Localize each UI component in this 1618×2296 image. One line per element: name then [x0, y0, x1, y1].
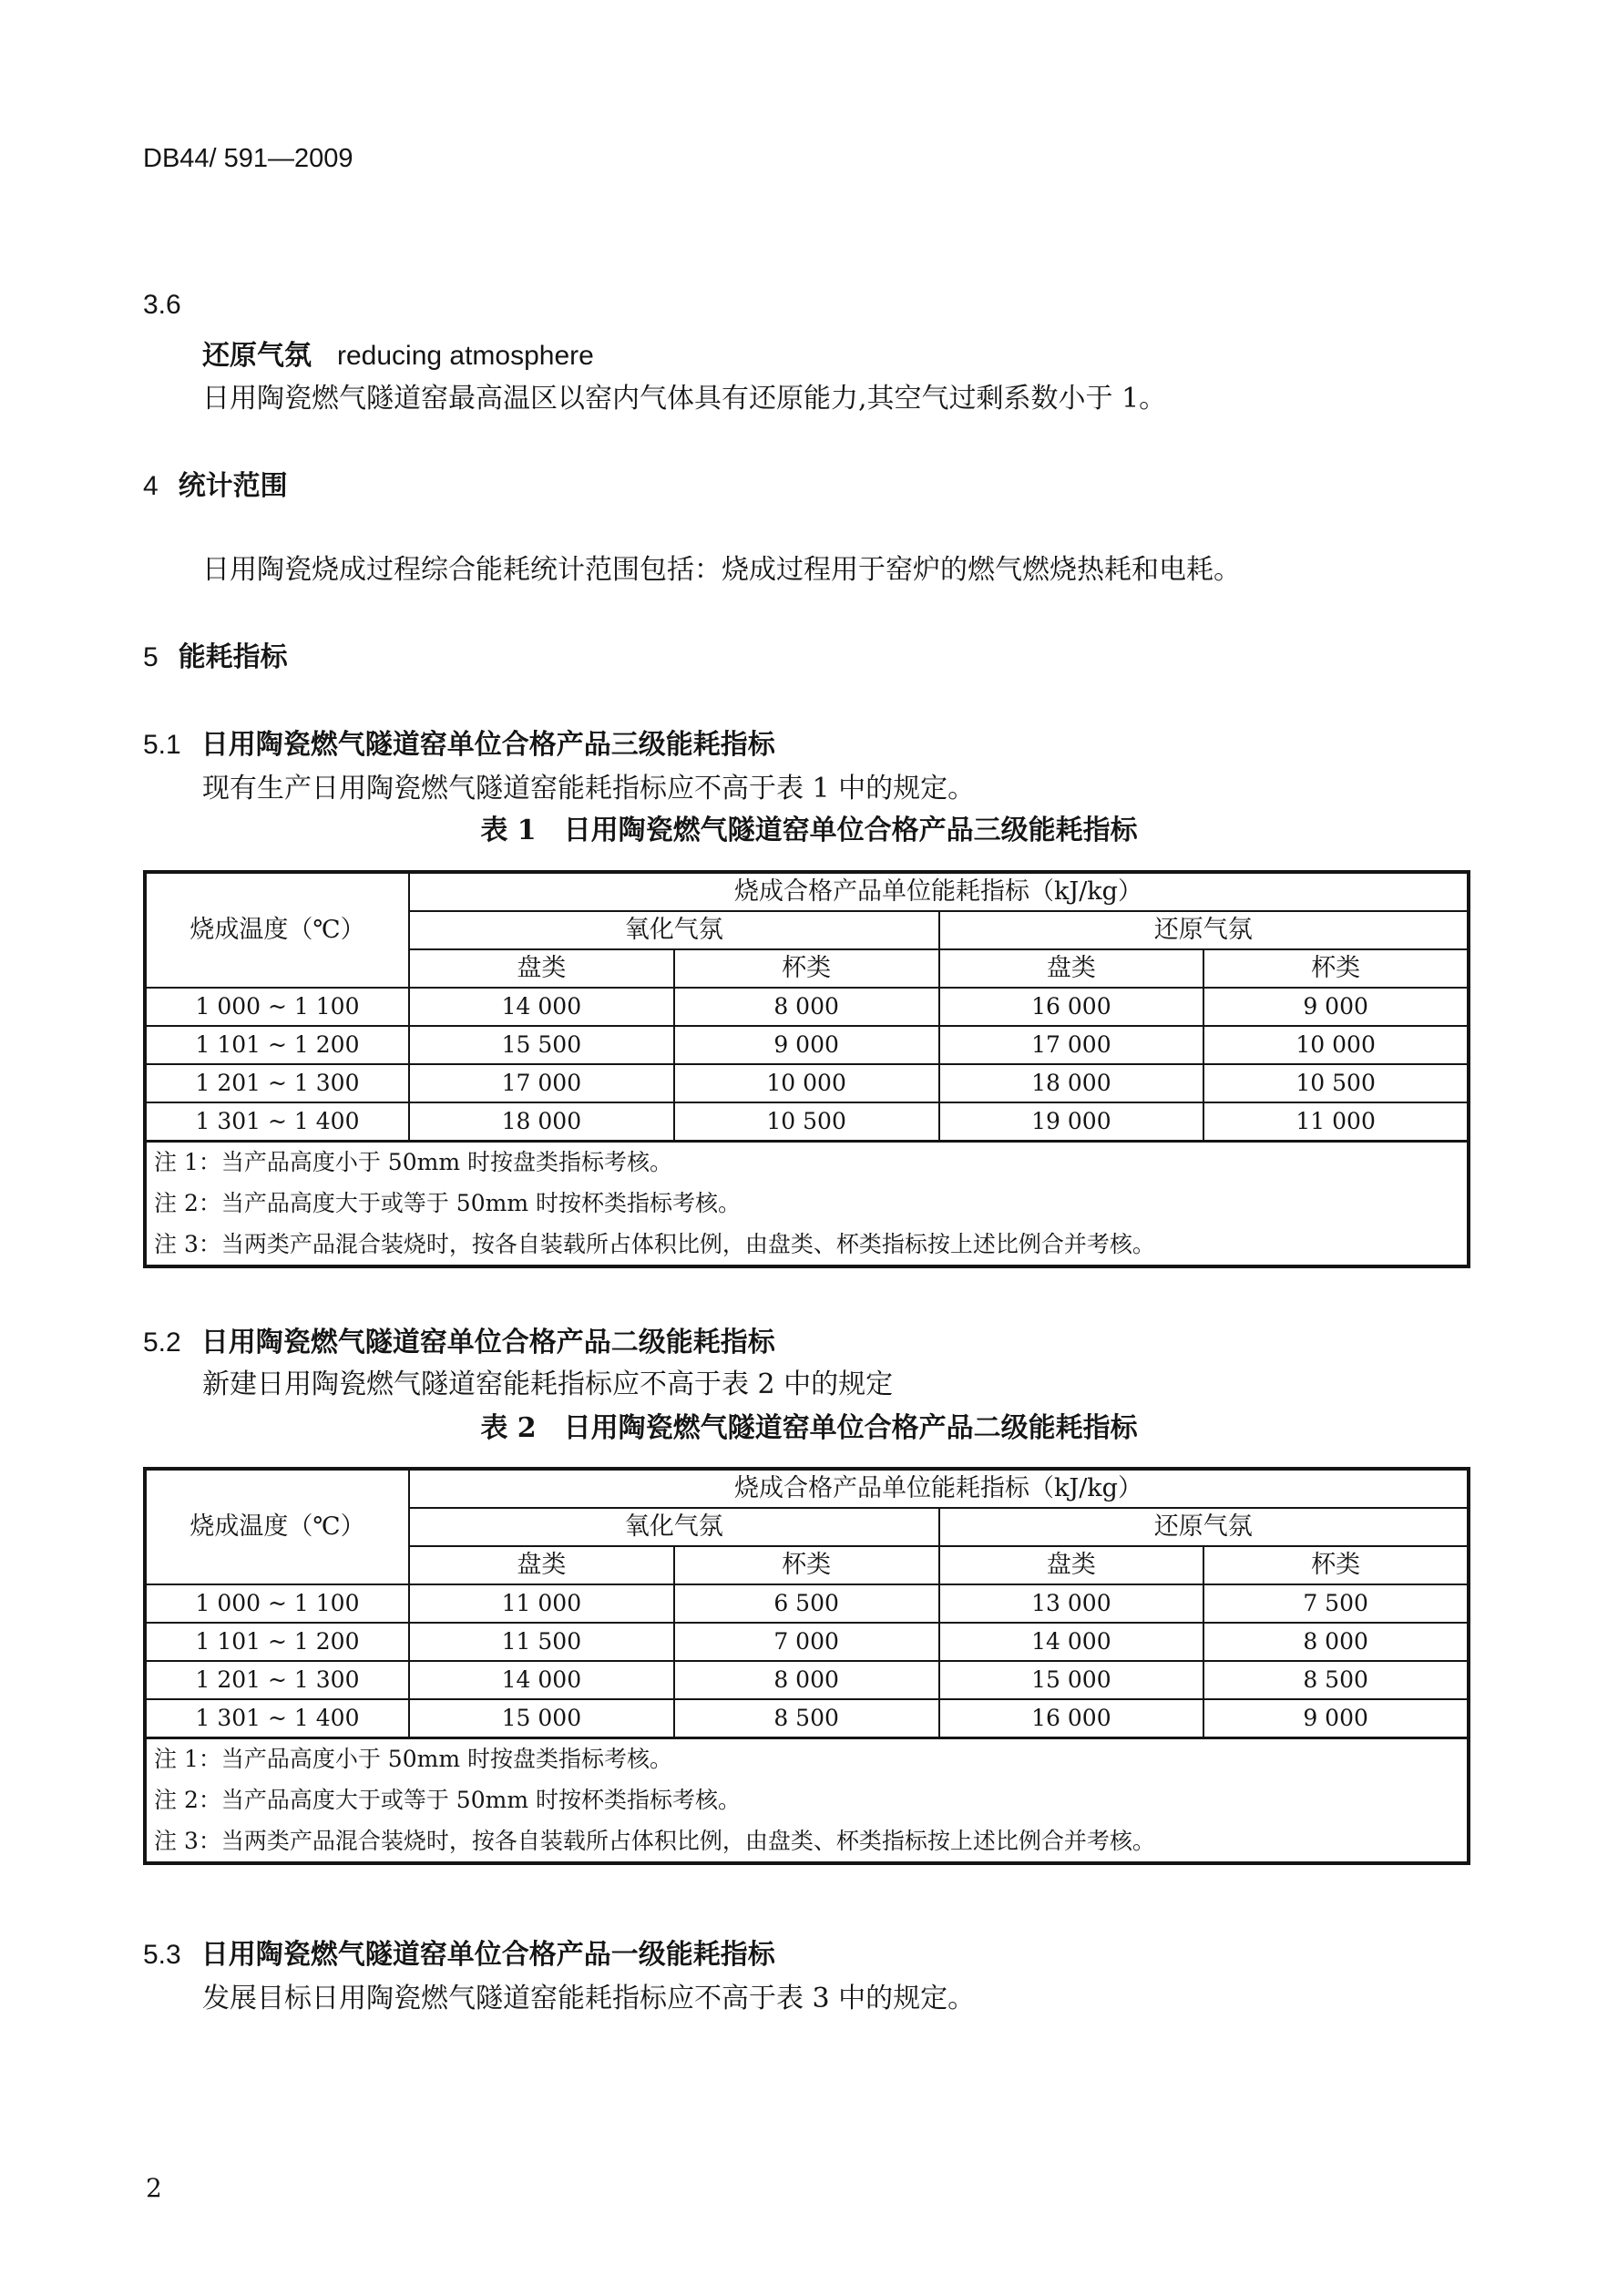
section-5-2-heading — [143, 1319, 775, 1359]
section-3-6-term — [202, 333, 594, 373]
table-cell: 14 000 — [409, 988, 674, 1026]
table-cell: 19 000 — [939, 1102, 1204, 1142]
section-3-6-definition: 日用陶瓷燃气隧道窑最高温区以窑内气体具有还原能力,其空气过剩系数小于 1。 — [202, 383, 1167, 415]
section-5-title: 能耗指标 — [178, 641, 288, 673]
table-cell: 17 000 — [409, 1064, 674, 1102]
table-cell: 9 000 — [674, 1026, 939, 1064]
section-5-1-heading — [143, 722, 775, 762]
temperature-header: 烧成温度（℃） — [145, 872, 409, 988]
table-cell: 18 000 — [409, 1102, 674, 1142]
cup-header: 杯类 — [1203, 949, 1469, 988]
table-cell: 7 000 — [674, 1623, 939, 1661]
section-4-title: 统计范围 — [178, 470, 288, 502]
section-5-3-text: 发展目标日用陶瓷燃气隧道窑能耗指标应不高于表 3 中的规定。 — [202, 1983, 976, 2014]
section-5-3-title: 日用陶瓷燃气隧道窑单位合格产品一级能耗指标 — [200, 1939, 775, 1971]
table-cell: 15 000 — [939, 1661, 1204, 1699]
temperature-header: 烧成温度（℃） — [145, 1469, 409, 1584]
table-row — [145, 1584, 1469, 1623]
table-note: 注 3：当两类产品混合装烧时，按各自装载所占体积比例，由盘类、杯类指标按上述比例合并考核。 — [145, 1225, 1469, 1267]
section-4-text: 日用陶瓷烧成过程综合能耗统计范围包括：烧成过程用于窑炉的燃气燃烧热耗和电耗。 — [202, 554, 1241, 586]
reducing-header: 还原气氛 — [939, 1508, 1470, 1546]
document-code: DB44/ 591—2009 — [143, 144, 353, 173]
section-5-1-text: 现有生产日用陶瓷燃气隧道窑能耗指标应不高于表 1 中的规定。 — [202, 773, 976, 805]
table-cell: 9 000 — [1203, 988, 1469, 1026]
temperature-range: 1 201 ~ 1 300 — [145, 1064, 409, 1102]
term-english: reducing atmosphere — [337, 341, 594, 371]
table-cell: 8 000 — [674, 988, 939, 1026]
section-5-3-number: 5.3 — [143, 1940, 181, 1970]
table-cell: 17 000 — [939, 1026, 1204, 1064]
table-cell: 10 500 — [674, 1102, 939, 1142]
section-5-1-number: 5.1 — [143, 730, 181, 760]
section-5-1-title: 日用陶瓷燃气隧道窑单位合格产品三级能耗指标 — [200, 729, 775, 761]
table-cell: 10 000 — [1203, 1026, 1469, 1064]
section-5-3-heading — [143, 1932, 775, 1972]
temperature-range: 1 101 ~ 1 200 — [145, 1623, 409, 1661]
table-note: 注 2：当产品高度大于或等于 50mm 时按杯类指标考核。 — [145, 1184, 1469, 1225]
section-5-2-number: 5.2 — [143, 1327, 181, 1358]
table-row — [145, 1064, 1469, 1102]
table-note: 注 3：当两类产品混合装烧时，按各自装载所占体积比例，由盘类、杯类指标按上述比例合并考核。 — [145, 1821, 1469, 1864]
section-5-number: 5 — [143, 642, 159, 672]
section-4-number: 4 — [143, 471, 159, 501]
table-cell: 14 000 — [409, 1661, 674, 1699]
plate-header: 盘类 — [409, 949, 674, 988]
table-1-caption: 表 1 日用陶瓷燃气隧道窑单位合格产品三级能耗指标 — [480, 815, 1138, 846]
table-cell: 18 000 — [939, 1064, 1204, 1102]
table-cell: 8 500 — [674, 1699, 939, 1738]
table-cell: 10 000 — [674, 1064, 939, 1102]
temperature-range: 1 301 ~ 1 400 — [145, 1102, 409, 1142]
plate-header: 盘类 — [409, 1546, 674, 1584]
table-cell: 10 500 — [1203, 1064, 1469, 1102]
table-cell: 11 000 — [409, 1584, 674, 1623]
section-5-2-text: 新建日用陶瓷燃气隧道窑能耗指标应不高于表 2 中的规定 — [202, 1368, 894, 1400]
temperature-range: 1 201 ~ 1 300 — [145, 1661, 409, 1699]
table-cell: 15 000 — [409, 1699, 674, 1738]
cup-header: 杯类 — [674, 1546, 939, 1584]
table-cell: 13 000 — [939, 1584, 1204, 1623]
temperature-range: 1 101 ~ 1 200 — [145, 1026, 409, 1064]
section-4-heading — [143, 463, 288, 503]
table-note: 注 1：当产品高度小于 50mm 时按盘类指标考核。 — [145, 1142, 1469, 1184]
table-cell: 16 000 — [939, 988, 1204, 1026]
table-cell: 11 000 — [1203, 1102, 1469, 1142]
index-header: 烧成合格产品单位能耗指标（kJ/kg） — [409, 872, 1469, 911]
temperature-range: 1 000 ~ 1 100 — [145, 1584, 409, 1623]
table-row — [145, 1699, 1469, 1738]
table-cell: 6 500 — [674, 1584, 939, 1623]
section-3-6-number: 3.6 — [143, 290, 181, 320]
table-cell: 7 500 — [1203, 1584, 1469, 1623]
table-cell: 14 000 — [939, 1623, 1204, 1661]
table-row — [145, 1026, 1469, 1064]
table-cell: 16 000 — [939, 1699, 1204, 1738]
temperature-range: 1 000 ~ 1 100 — [145, 988, 409, 1026]
table-cell: 15 500 — [409, 1026, 674, 1064]
oxidizing-header: 氧化气氛 — [409, 911, 939, 949]
page-number: 2 — [146, 2173, 162, 2203]
term-chinese: 还原气氛 — [202, 340, 312, 372]
section-5-heading — [143, 634, 288, 674]
table-note: 注 2：当产品高度大于或等于 50mm 时按杯类指标考核。 — [145, 1780, 1469, 1821]
temperature-range: 1 301 ~ 1 400 — [145, 1699, 409, 1738]
table-cell: 8 000 — [674, 1661, 939, 1699]
table-cell: 8 500 — [1203, 1661, 1469, 1699]
table-row — [145, 1661, 1469, 1699]
table-2-caption: 表 2 日用陶瓷燃气隧道窑单位合格产品二级能耗指标 — [480, 1412, 1138, 1444]
table-cell: 8 000 — [1203, 1623, 1469, 1661]
table-row — [145, 988, 1469, 1026]
table-2 — [143, 1467, 1470, 1865]
oxidizing-header: 氧化气氛 — [409, 1508, 939, 1546]
section-5-2-title: 日用陶瓷燃气隧道窑单位合格产品二级能耗指标 — [200, 1327, 775, 1358]
plate-header: 盘类 — [939, 949, 1204, 988]
table-row — [145, 1623, 1469, 1661]
cup-header: 杯类 — [1203, 1546, 1469, 1584]
table-cell: 11 500 — [409, 1623, 674, 1661]
cup-header: 杯类 — [674, 949, 939, 988]
table-note: 注 1：当产品高度小于 50mm 时按盘类指标考核。 — [145, 1738, 1469, 1780]
table-cell: 9 000 — [1203, 1699, 1469, 1738]
plate-header: 盘类 — [939, 1546, 1204, 1584]
index-header: 烧成合格产品单位能耗指标（kJ/kg） — [409, 1469, 1469, 1508]
table-row — [145, 1102, 1469, 1142]
reducing-header: 还原气氛 — [939, 911, 1470, 949]
table-1 — [143, 870, 1470, 1268]
